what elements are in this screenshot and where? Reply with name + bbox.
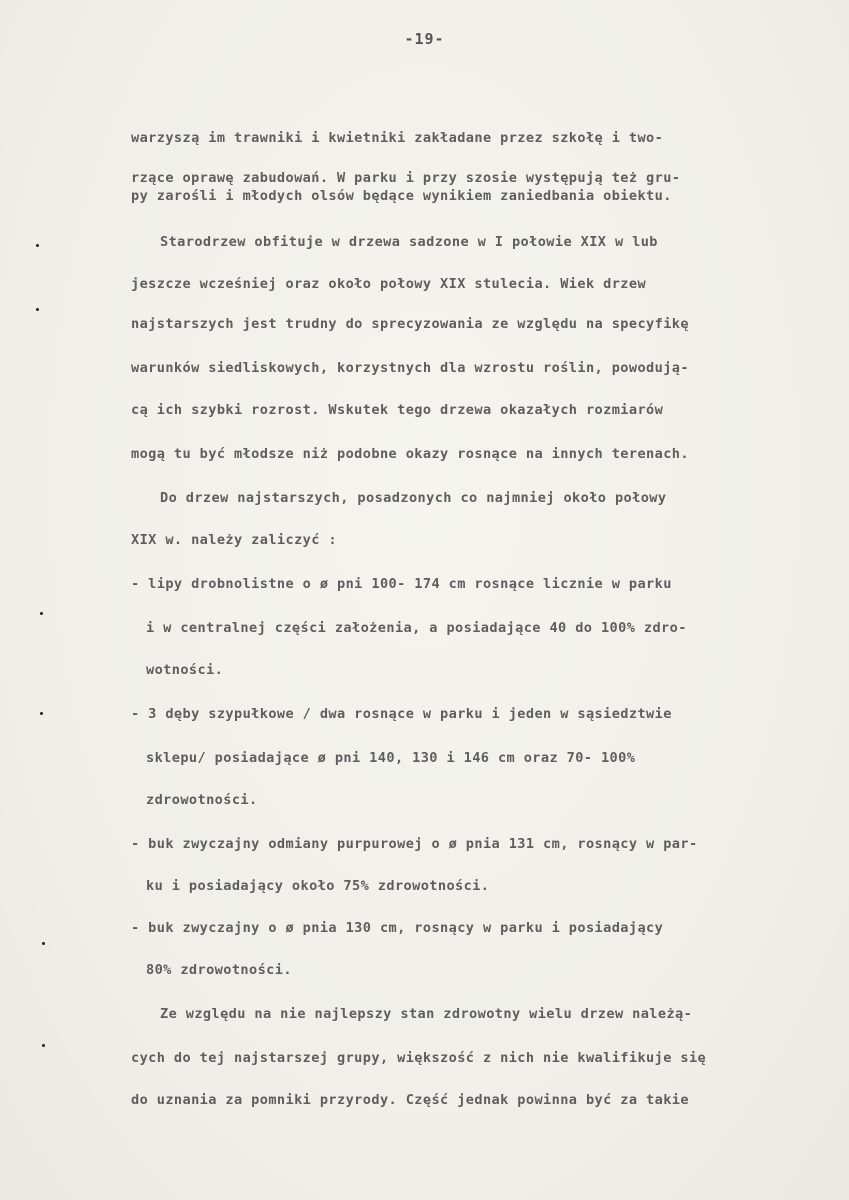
page-number: -19- bbox=[404, 30, 445, 48]
text-line: - buk zwyczajny o ø pnia 130 cm, rosnący w parku i posiadający bbox=[131, 920, 664, 936]
punch-hole-mark bbox=[40, 612, 43, 615]
text-line: warunków siedliskowych, korzystnych dla wzrostu roślin, powodują- bbox=[131, 360, 689, 376]
text-line: - 3 dęby szypułkowe / dwa rosnące w parku i jeden w sąsiedztwie bbox=[131, 706, 672, 722]
text-line: rzące oprawę zabudowań. W parku i przy szosie występują też gru- bbox=[131, 170, 681, 186]
text-line: i w centralnej części założenia, a posiadające 40 do 100% zdro- bbox=[146, 620, 687, 636]
text-line: Do drzew najstarszych, posadzonych co najmniej około połowy bbox=[160, 490, 667, 506]
punch-hole-mark bbox=[36, 244, 39, 247]
text-line: sklepu/ posiadające ø pni 140, 130 i 146 cm oraz 70- 100% bbox=[146, 750, 636, 766]
text-line: cą ich szybki rozrost. Wskutek tego drzewa okazałych rozmiarów bbox=[131, 402, 664, 418]
text-line: ku i posiadający około 75% zdrowotności. bbox=[146, 878, 490, 894]
text-line: jeszcze wcześniej oraz około połowy XIX stulecia. Wiek drzew bbox=[131, 276, 647, 292]
text-line: do uznania za pomniki przyrody. Część jednak powinna być za takie bbox=[131, 1092, 689, 1108]
text-line: - lipy drobnolistne o ø pni 100- 174 cm rosnące licznie w parku bbox=[131, 576, 672, 592]
text-line: Starodrzew obfituje w drzewa sadzone w I połowie XIX w lub bbox=[160, 234, 658, 250]
punch-hole-mark bbox=[40, 712, 43, 715]
text-line: cych do tej najstarszej grupy, większość z nich nie kwalifikuje się bbox=[131, 1050, 707, 1066]
punch-hole-mark bbox=[36, 308, 39, 311]
text-line: wotności. bbox=[146, 662, 224, 678]
text-line: zdrowotności. bbox=[146, 792, 258, 808]
text-line: warzyszą im trawniki i kwietniki zakładane przez szkołę i two- bbox=[131, 130, 664, 146]
text-line: XIX w. należy zaliczyć : bbox=[131, 532, 338, 548]
text-line: py zarośli i młodych olsów będące wynikiem zaniedbania obiektu. bbox=[131, 188, 672, 204]
text-line: mogą tu być młodsze niż podobne okazy rosnące na innych terenach. bbox=[131, 446, 689, 462]
text-line: - buk zwyczajny odmiany purpurowej o ø pnia 131 cm, rosnący w par- bbox=[131, 836, 698, 852]
punch-hole-mark bbox=[42, 1044, 45, 1047]
punch-hole-mark bbox=[42, 942, 45, 945]
text-line: najstarszych jest trudny do sprecyzowania ze względu na specyfikę bbox=[131, 316, 689, 332]
text-line: 80% zdrowotności. bbox=[146, 962, 292, 978]
text-line: Ze względu na nie najlepszy stan zdrowotny wielu drzew należą- bbox=[160, 1006, 693, 1022]
